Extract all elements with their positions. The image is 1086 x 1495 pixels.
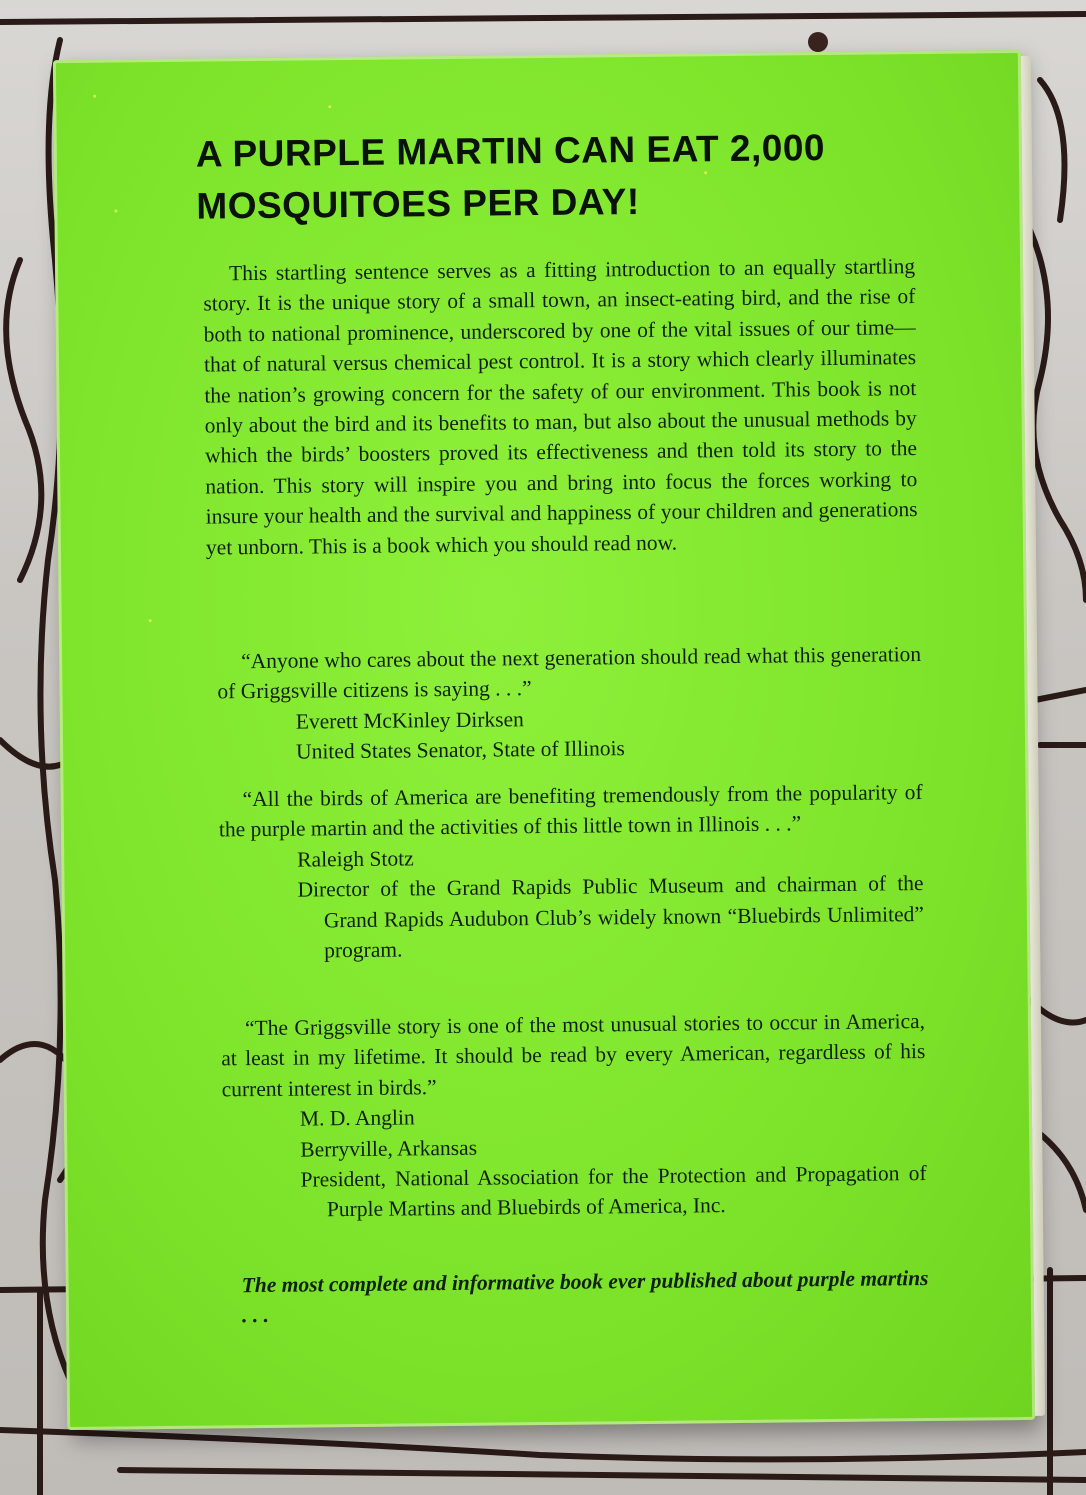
cover-speck — [328, 105, 331, 108]
quote-author-title: Director of the Grand Rapids Public Museum and chairman of the Grand Rapids Audubon Club’s widely known “Bluebirds Unlimited” program. — [297, 871, 924, 963]
cover-closing-tagline: The most complete and informative book ever published about purple martins . . . — [241, 1266, 929, 1328]
quote-author-name: M. D. Anglin — [299, 1105, 415, 1131]
quote-text: “All the birds of America are benefiting tremendously from the popularity of the purple martin and the activities of this little town in Illinois . . .” — [218, 780, 923, 842]
headline-line-1: A PURPLE MARTIN CAN EAT 2,000 — [195, 127, 826, 175]
quote-author-title: President, National Association for the Protection and Propagation of Purple Martins and Bluebirds of America, Inc. — [300, 1161, 927, 1222]
quote-author-name: Everett McKinley Dirksen — [295, 707, 524, 734]
quote-author-location: Berryville, Arkansas — [300, 1135, 478, 1162]
cover-headline — [196, 121, 917, 233]
book-back-cover — [53, 50, 1035, 1430]
quote-attribution — [300, 1097, 927, 1225]
cover-blurb: This startling sentence serves as a fitting introduction to an equally startling story. It is the unique story of a small town, an insect-eating bird, and the rise of both to national prominence, underscored by one of the vital issues of our time—that of natural versus chemical pest control. It is a story which clearly illuminates the nation’s growing concern for the safety of our environment. This book is not only about the bird and its benefits to man, but also about the unusual methods by which the birds’ boosters proved its effectiveness and then told its story to the nation. This story will inspire you and bring into focus the forces working to insure your health and the survival and happiness of your children and generations yet unborn. This is a book which you should read now. — [203, 254, 918, 560]
quote-text: “The Griggsville story is one of the most unusual stories to occur in America, at least in my lifetime. It should be read by every American, regardless of his current interest in birds.” — [221, 1009, 926, 1102]
quote-author-name: Raleigh Stotz — [297, 846, 414, 872]
quote-attribution — [297, 838, 924, 966]
cover-speck — [114, 209, 117, 212]
quote-attribution — [296, 700, 923, 767]
cover-speck — [149, 619, 152, 622]
quote-stotz — [218, 777, 924, 967]
cover-speck — [93, 95, 96, 98]
quote-anglin — [221, 1006, 927, 1226]
quote-text: “Anyone who cares about the next generation should read what this generation of Griggsville citizens is saying . . .” — [217, 642, 922, 704]
headline-line-2: MOSQUITOES PER DAY! — [196, 180, 640, 227]
quote-author-title: United States Senator, State of Illinois — [295, 736, 625, 764]
quote-dirksen — [217, 639, 922, 768]
